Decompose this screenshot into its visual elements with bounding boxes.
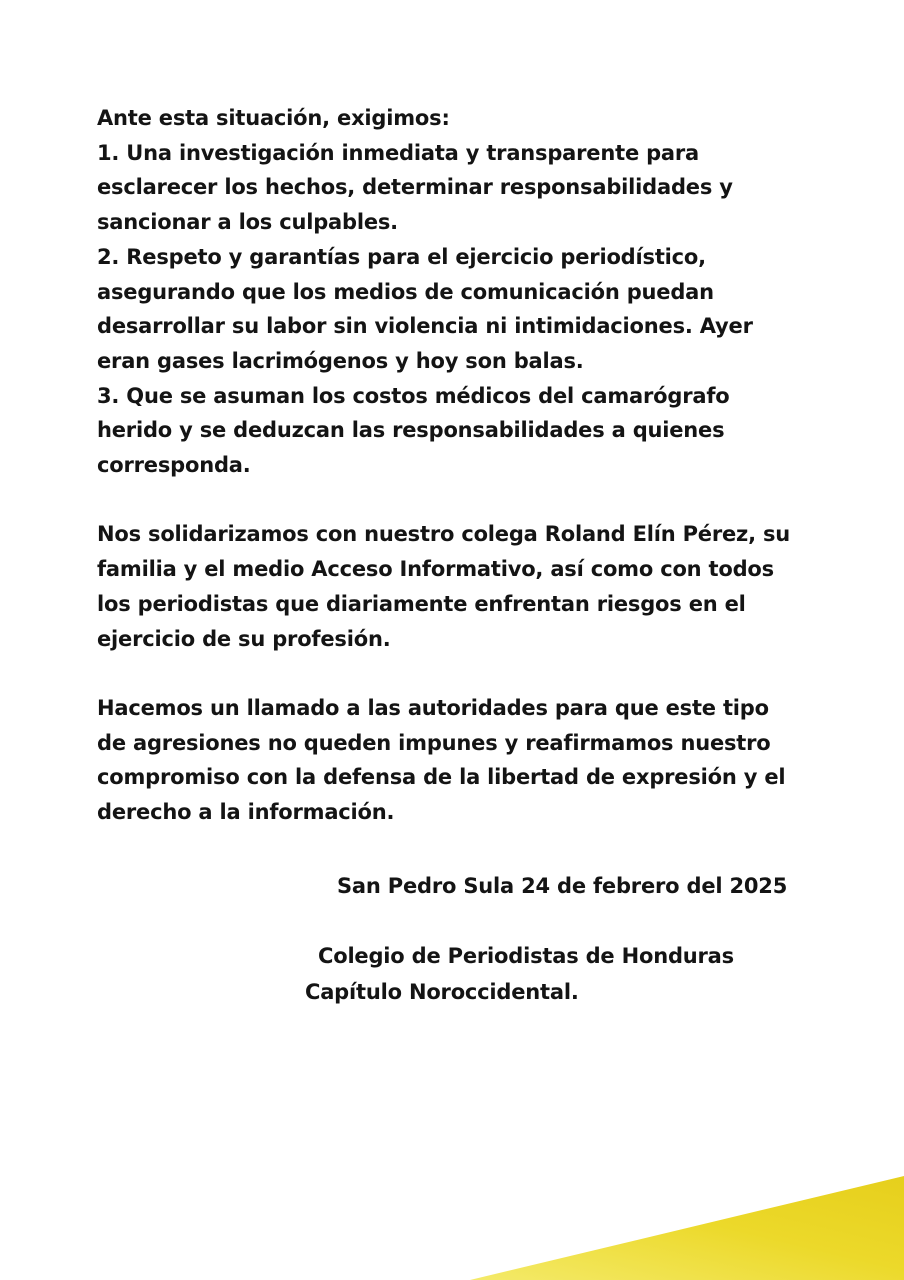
paragraph-gap [97,483,817,518]
intro-line: Ante esta situación, exigimos: [97,106,450,130]
demand-line: herido y se deduzcan las responsabilidades a quienes [97,418,725,443]
demand-line: sancionar a los culpables. [97,210,398,235]
signature-chapter: Capítulo Noroccidental. [305,980,579,1004]
call-line: de agresiones no queden impunes y reafirmamos nuestro [97,730,771,755]
solidarity-line: familia y el medio Acceso Informativo, así como con todos [97,557,774,582]
solidarity-line: Nos solidarizamos con nuestro colega Roland Elín Pérez, su [97,522,791,547]
demand-line: 3. Que se asuman los costos médicos del camarógrafo [97,383,730,408]
call-line: compromiso con la defensa de la libertad de expresión y el [97,765,786,790]
paragraph-gap [97,656,817,691]
demand-line: desarrollar su labor sin violencia ni intimidaciones. Ayer [97,314,753,339]
solidarity-line: ejercicio de su profesión. [97,626,391,651]
demand-line: 1. Una investigación inmediata y transparente para [97,140,700,165]
demand-line: 2. Respeto y garantías para el ejercicio periodístico, [97,244,706,269]
demand-line: corresponda. [97,453,251,478]
place-date: San Pedro Sula 24 de febrero del 2025 [337,874,788,898]
demand-line: esclarecer los hechos, determinar responsabilidades y [97,175,733,200]
call-line: Hacemos un llamado a las autoridades para que este tipo [97,695,769,720]
demand-line: eran gases lacrimógenos y hoy son balas. [97,348,584,373]
document-body [97,101,817,830]
call-line: derecho a la información. [97,800,395,825]
solidarity-line: los periodistas que diariamente enfrentan riesgos en el [97,591,746,616]
demand-line: asegurando que los medios de comunicación puedan [97,279,714,304]
signature-organization: Colegio de Periodistas de Honduras [318,944,734,968]
